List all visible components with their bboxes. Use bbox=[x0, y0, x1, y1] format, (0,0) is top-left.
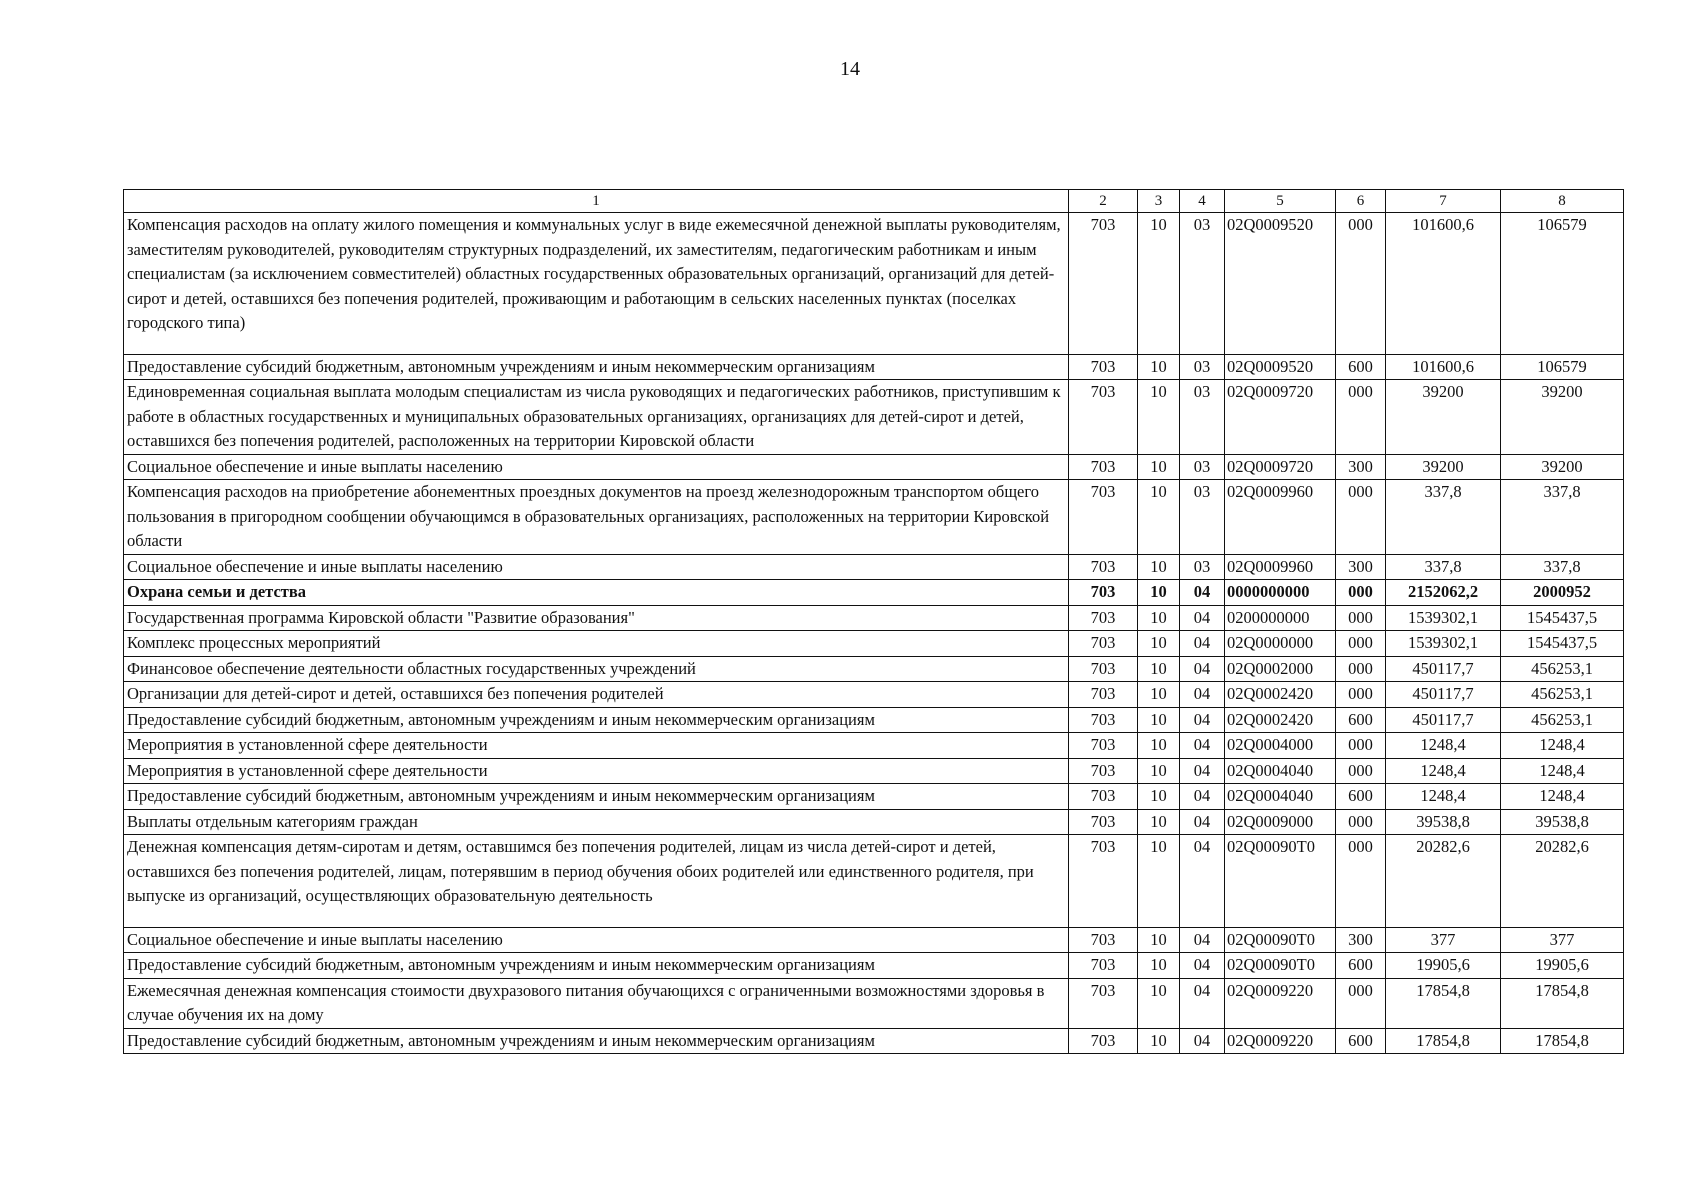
table-row bbox=[124, 605, 1624, 631]
table-row bbox=[124, 631, 1624, 657]
row-value-cell-c2: 703 bbox=[1069, 480, 1138, 555]
row-value-cell-c4: 04 bbox=[1180, 978, 1225, 1028]
row-value-cell-c3: 10 bbox=[1138, 380, 1180, 455]
row-value-cell-c4: 04 bbox=[1180, 758, 1225, 784]
row-name-cell: Социальное обеспечение и иные выплаты населению bbox=[124, 554, 1069, 580]
row-value-cell-c2: 703 bbox=[1069, 213, 1138, 355]
row-name-cell: Выплаты отдельным категориям граждан bbox=[124, 809, 1069, 835]
row-name-cell: Комплекс процессных мероприятий bbox=[124, 631, 1069, 657]
row-value-cell-c8: 106579 bbox=[1501, 213, 1624, 355]
row-value-cell-c4: 04 bbox=[1180, 809, 1225, 835]
row-name-cell: Мероприятия в установленной сфере деятельности bbox=[124, 733, 1069, 759]
row-value-cell-c6: 600 bbox=[1336, 953, 1386, 979]
row-value-cell-c2: 703 bbox=[1069, 978, 1138, 1028]
budget-table bbox=[123, 189, 1624, 1054]
row-value-cell-c3: 10 bbox=[1138, 354, 1180, 380]
row-value-cell-c3: 10 bbox=[1138, 707, 1180, 733]
row-name-cell: Организации для детей-сирот и детей, оставшихся без попечения родителей bbox=[124, 682, 1069, 708]
row-value-cell-c7: 17854,8 bbox=[1386, 978, 1501, 1028]
row-value-cell-c4: 04 bbox=[1180, 707, 1225, 733]
row-value-cell-c5: 0000000000 bbox=[1225, 580, 1336, 606]
row-value-cell-c8: 17854,8 bbox=[1501, 978, 1624, 1028]
row-value-cell-c6: 000 bbox=[1336, 380, 1386, 455]
row-value-cell-c3: 10 bbox=[1138, 809, 1180, 835]
column-header: 5 bbox=[1225, 190, 1336, 213]
row-value-cell-c4: 04 bbox=[1180, 733, 1225, 759]
row-value-cell-c2: 703 bbox=[1069, 682, 1138, 708]
row-value-cell-c2: 703 bbox=[1069, 554, 1138, 580]
row-value-cell-c4: 04 bbox=[1180, 953, 1225, 979]
row-value-cell-c6: 600 bbox=[1336, 354, 1386, 380]
row-value-cell-c4: 03 bbox=[1180, 213, 1225, 355]
row-name-cell: Ежемесячная денежная компенсация стоимости двухразового питания обучающихся с ограниченными возможностями здоровья в случае обучения их на дому bbox=[124, 978, 1069, 1028]
row-value-cell-c7: 39200 bbox=[1386, 454, 1501, 480]
row-value-cell-c7: 450117,7 bbox=[1386, 682, 1501, 708]
row-value-cell-c5: 02Q0009000 bbox=[1225, 809, 1336, 835]
table-row bbox=[124, 809, 1624, 835]
table-row bbox=[124, 927, 1624, 953]
table-row bbox=[124, 835, 1624, 928]
row-value-cell-c5: 02Q0009720 bbox=[1225, 380, 1336, 455]
table-row bbox=[124, 953, 1624, 979]
table-row bbox=[124, 682, 1624, 708]
row-name-cell: Охрана семьи и детства bbox=[124, 580, 1069, 606]
row-value-cell-c3: 10 bbox=[1138, 682, 1180, 708]
column-header: 1 bbox=[124, 190, 1069, 213]
page-number: 14 bbox=[840, 58, 860, 80]
row-value-cell-c4: 04 bbox=[1180, 631, 1225, 657]
row-value-cell-c2: 703 bbox=[1069, 605, 1138, 631]
column-header: 6 bbox=[1336, 190, 1386, 213]
row-value-cell-c8: 1545437,5 bbox=[1501, 631, 1624, 657]
row-value-cell-c8: 1248,4 bbox=[1501, 784, 1624, 810]
row-name-cell: Финансовое обеспечение деятельности областных государственных учреждений bbox=[124, 656, 1069, 682]
row-value-cell-c7: 450117,7 bbox=[1386, 656, 1501, 682]
row-value-cell-c3: 10 bbox=[1138, 580, 1180, 606]
row-name-cell: Компенсация расходов на приобретение абонементных проездных документов на проезд железнодорожным транспортом общего пользования в пригородном сообщении обучающимся в образовательных организациях, расположенных на территории Кировской области bbox=[124, 480, 1069, 555]
row-value-cell-c3: 10 bbox=[1138, 978, 1180, 1028]
table-row bbox=[124, 354, 1624, 380]
table-row bbox=[124, 380, 1624, 455]
row-value-cell-c5: 02Q00090T0 bbox=[1225, 953, 1336, 979]
row-value-cell-c3: 10 bbox=[1138, 554, 1180, 580]
row-name-cell: Предоставление субсидий бюджетным, автономным учреждениям и иным некоммерческим организациям bbox=[124, 953, 1069, 979]
row-value-cell-c7: 101600,6 bbox=[1386, 354, 1501, 380]
row-value-cell-c6: 000 bbox=[1336, 835, 1386, 928]
row-value-cell-c2: 703 bbox=[1069, 1028, 1138, 1054]
row-value-cell-c2: 703 bbox=[1069, 454, 1138, 480]
row-value-cell-c7: 1248,4 bbox=[1386, 758, 1501, 784]
row-value-cell-c7: 377 bbox=[1386, 927, 1501, 953]
column-header: 7 bbox=[1386, 190, 1501, 213]
table-body bbox=[124, 213, 1624, 1054]
column-header: 8 bbox=[1501, 190, 1624, 213]
row-value-cell-c3: 10 bbox=[1138, 758, 1180, 784]
row-value-cell-c6: 000 bbox=[1336, 480, 1386, 555]
row-value-cell-c7: 450117,7 bbox=[1386, 707, 1501, 733]
row-value-cell-c6: 000 bbox=[1336, 978, 1386, 1028]
row-value-cell-c7: 2152062,2 bbox=[1386, 580, 1501, 606]
table-row bbox=[124, 1028, 1624, 1054]
table-row bbox=[124, 580, 1624, 606]
row-value-cell-c6: 000 bbox=[1336, 733, 1386, 759]
row-value-cell-c2: 703 bbox=[1069, 927, 1138, 953]
row-value-cell-c3: 10 bbox=[1138, 656, 1180, 682]
row-value-cell-c4: 03 bbox=[1180, 454, 1225, 480]
row-value-cell-c6: 000 bbox=[1336, 656, 1386, 682]
table-row bbox=[124, 784, 1624, 810]
row-value-cell-c4: 04 bbox=[1180, 835, 1225, 928]
row-value-cell-c5: 02Q0004040 bbox=[1225, 784, 1336, 810]
row-value-cell-c6: 000 bbox=[1336, 758, 1386, 784]
row-name-cell: Социальное обеспечение и иные выплаты населению bbox=[124, 927, 1069, 953]
row-value-cell-c4: 03 bbox=[1180, 480, 1225, 555]
row-value-cell-c8: 1545437,5 bbox=[1501, 605, 1624, 631]
row-value-cell-c2: 703 bbox=[1069, 580, 1138, 606]
row-value-cell-c5: 02Q0009220 bbox=[1225, 978, 1336, 1028]
row-value-cell-c8: 1248,4 bbox=[1501, 758, 1624, 784]
row-value-cell-c4: 04 bbox=[1180, 927, 1225, 953]
row-value-cell-c5: 02Q0009520 bbox=[1225, 213, 1336, 355]
row-value-cell-c2: 703 bbox=[1069, 733, 1138, 759]
row-value-cell-c6: 600 bbox=[1336, 707, 1386, 733]
budget-table-container bbox=[123, 189, 1623, 1054]
row-value-cell-c4: 04 bbox=[1180, 580, 1225, 606]
row-value-cell-c5: 02Q0009520 bbox=[1225, 354, 1336, 380]
row-name-cell: Предоставление субсидий бюджетным, автономным учреждениям и иным некоммерческим организациям bbox=[124, 1028, 1069, 1054]
row-value-cell-c6: 000 bbox=[1336, 631, 1386, 657]
row-value-cell-c8: 17854,8 bbox=[1501, 1028, 1624, 1054]
row-value-cell-c4: 04 bbox=[1180, 656, 1225, 682]
row-value-cell-c7: 1248,4 bbox=[1386, 733, 1501, 759]
row-name-cell: Предоставление субсидий бюджетным, автономным учреждениям и иным некоммерческим организациям bbox=[124, 354, 1069, 380]
row-value-cell-c4: 04 bbox=[1180, 605, 1225, 631]
row-value-cell-c8: 456253,1 bbox=[1501, 656, 1624, 682]
row-value-cell-c2: 703 bbox=[1069, 380, 1138, 455]
row-value-cell-c7: 39538,8 bbox=[1386, 809, 1501, 835]
row-value-cell-c5: 02Q0009960 bbox=[1225, 480, 1336, 555]
row-value-cell-c7: 101600,6 bbox=[1386, 213, 1501, 355]
table-row bbox=[124, 733, 1624, 759]
row-value-cell-c6: 000 bbox=[1336, 605, 1386, 631]
row-value-cell-c8: 39538,8 bbox=[1501, 809, 1624, 835]
row-value-cell-c2: 703 bbox=[1069, 758, 1138, 784]
table-row bbox=[124, 707, 1624, 733]
row-value-cell-c6: 600 bbox=[1336, 784, 1386, 810]
row-value-cell-c3: 10 bbox=[1138, 927, 1180, 953]
table-row bbox=[124, 480, 1624, 555]
row-value-cell-c3: 10 bbox=[1138, 835, 1180, 928]
row-name-cell: Государственная программа Кировской области "Развитие образования" bbox=[124, 605, 1069, 631]
row-value-cell-c6: 300 bbox=[1336, 454, 1386, 480]
row-value-cell-c8: 106579 bbox=[1501, 354, 1624, 380]
row-value-cell-c5: 02Q0004000 bbox=[1225, 733, 1336, 759]
row-value-cell-c8: 337,8 bbox=[1501, 554, 1624, 580]
row-value-cell-c5: 02Q0009960 bbox=[1225, 554, 1336, 580]
row-value-cell-c3: 10 bbox=[1138, 631, 1180, 657]
row-value-cell-c7: 1248,4 bbox=[1386, 784, 1501, 810]
row-value-cell-c8: 337,8 bbox=[1501, 480, 1624, 555]
row-value-cell-c7: 337,8 bbox=[1386, 554, 1501, 580]
row-value-cell-c6: 300 bbox=[1336, 927, 1386, 953]
row-value-cell-c8: 377 bbox=[1501, 927, 1624, 953]
column-header: 2 bbox=[1069, 190, 1138, 213]
row-value-cell-c5: 02Q00090T0 bbox=[1225, 927, 1336, 953]
row-value-cell-c3: 10 bbox=[1138, 784, 1180, 810]
row-value-cell-c8: 39200 bbox=[1501, 380, 1624, 455]
table-row bbox=[124, 554, 1624, 580]
row-value-cell-c6: 600 bbox=[1336, 1028, 1386, 1054]
row-value-cell-c8: 1248,4 bbox=[1501, 733, 1624, 759]
row-value-cell-c7: 337,8 bbox=[1386, 480, 1501, 555]
table-row bbox=[124, 656, 1624, 682]
row-value-cell-c7: 17854,8 bbox=[1386, 1028, 1501, 1054]
row-value-cell-c8: 456253,1 bbox=[1501, 682, 1624, 708]
table-row bbox=[124, 978, 1624, 1028]
table-header-row bbox=[124, 190, 1624, 213]
row-value-cell-c2: 703 bbox=[1069, 631, 1138, 657]
row-value-cell-c2: 703 bbox=[1069, 809, 1138, 835]
row-name-cell: Мероприятия в установленной сфере деятельности bbox=[124, 758, 1069, 784]
row-value-cell-c2: 703 bbox=[1069, 354, 1138, 380]
row-value-cell-c3: 10 bbox=[1138, 454, 1180, 480]
row-value-cell-c3: 10 bbox=[1138, 480, 1180, 555]
row-value-cell-c3: 10 bbox=[1138, 733, 1180, 759]
row-value-cell-c8: 2000952 bbox=[1501, 580, 1624, 606]
row-value-cell-c5: 0200000000 bbox=[1225, 605, 1336, 631]
row-value-cell-c8: 456253,1 bbox=[1501, 707, 1624, 733]
row-value-cell-c7: 1539302,1 bbox=[1386, 605, 1501, 631]
row-value-cell-c5: 02Q0002420 bbox=[1225, 682, 1336, 708]
table-row bbox=[124, 213, 1624, 355]
row-value-cell-c3: 10 bbox=[1138, 953, 1180, 979]
row-value-cell-c3: 10 bbox=[1138, 1028, 1180, 1054]
row-value-cell-c6: 000 bbox=[1336, 809, 1386, 835]
row-name-cell: Предоставление субсидий бюджетным, автономным учреждениям и иным некоммерческим организациям bbox=[124, 784, 1069, 810]
table-row bbox=[124, 758, 1624, 784]
row-value-cell-c8: 20282,6 bbox=[1501, 835, 1624, 928]
row-value-cell-c2: 703 bbox=[1069, 953, 1138, 979]
row-value-cell-c7: 19905,6 bbox=[1386, 953, 1501, 979]
row-value-cell-c7: 1539302,1 bbox=[1386, 631, 1501, 657]
row-value-cell-c5: 02Q0002000 bbox=[1225, 656, 1336, 682]
row-value-cell-c7: 20282,6 bbox=[1386, 835, 1501, 928]
column-header: 3 bbox=[1138, 190, 1180, 213]
row-value-cell-c4: 03 bbox=[1180, 554, 1225, 580]
row-value-cell-c2: 703 bbox=[1069, 656, 1138, 682]
row-value-cell-c3: 10 bbox=[1138, 605, 1180, 631]
row-value-cell-c8: 19905,6 bbox=[1501, 953, 1624, 979]
row-value-cell-c2: 703 bbox=[1069, 784, 1138, 810]
row-value-cell-c8: 39200 bbox=[1501, 454, 1624, 480]
row-value-cell-c6: 300 bbox=[1336, 554, 1386, 580]
row-value-cell-c5: 02Q0009220 bbox=[1225, 1028, 1336, 1054]
row-value-cell-c6: 000 bbox=[1336, 213, 1386, 355]
row-value-cell-c2: 703 bbox=[1069, 835, 1138, 928]
row-value-cell-c3: 10 bbox=[1138, 213, 1180, 355]
row-value-cell-c5: 02Q0002420 bbox=[1225, 707, 1336, 733]
row-value-cell-c6: 000 bbox=[1336, 682, 1386, 708]
row-value-cell-c7: 39200 bbox=[1386, 380, 1501, 455]
row-value-cell-c4: 03 bbox=[1180, 354, 1225, 380]
row-name-cell: Предоставление субсидий бюджетным, автономным учреждениям и иным некоммерческим организациям bbox=[124, 707, 1069, 733]
row-value-cell-c6: 000 bbox=[1336, 580, 1386, 606]
row-value-cell-c4: 04 bbox=[1180, 1028, 1225, 1054]
table-row bbox=[124, 454, 1624, 480]
row-value-cell-c5: 02Q0009720 bbox=[1225, 454, 1336, 480]
row-value-cell-c4: 04 bbox=[1180, 682, 1225, 708]
column-header: 4 bbox=[1180, 190, 1225, 213]
row-value-cell-c2: 703 bbox=[1069, 707, 1138, 733]
row-value-cell-c5: 02Q00090T0 bbox=[1225, 835, 1336, 928]
row-value-cell-c4: 04 bbox=[1180, 784, 1225, 810]
row-name-cell: Денежная компенсация детям-сиротам и детям, оставшимся без попечения родителей, лицам из числа детей-сирот и детей, оставшихся без попечения родителей, лицам, потерявшим в период обучения обоих родителей или единственного родителя, при выпуске из организаций, осуществляющих образовательную деятельность bbox=[124, 835, 1069, 928]
row-name-cell: Единовременная социальная выплата молодым специалистам из числа руководящих и педагогических работников, приступившим к работе в областных государственных и муниципальных образовательных организациях, организациях для детей-сирот и детей, оставшихся без попечения родителей, расположенных на территории Кировской области bbox=[124, 380, 1069, 455]
row-value-cell-c5: 02Q0004040 bbox=[1225, 758, 1336, 784]
row-value-cell-c5: 02Q0000000 bbox=[1225, 631, 1336, 657]
row-name-cell: Компенсация расходов на оплату жилого помещения и коммунальных услуг в виде ежемесячной денежной выплаты руководителям, заместителям руководителей, руководителям структурных подразделений, их заместителям, педагогическим работникам и иным специалистам (за исключением совместителей) областных государственных образовательных организаций, организаций для детей-сирот и детей, оставшихся без попечения родителей, проживающим и работающим в сельских населенных пунктах (поселках городского типа) bbox=[124, 213, 1069, 355]
row-value-cell-c4: 03 bbox=[1180, 380, 1225, 455]
row-name-cell: Социальное обеспечение и иные выплаты населению bbox=[124, 454, 1069, 480]
